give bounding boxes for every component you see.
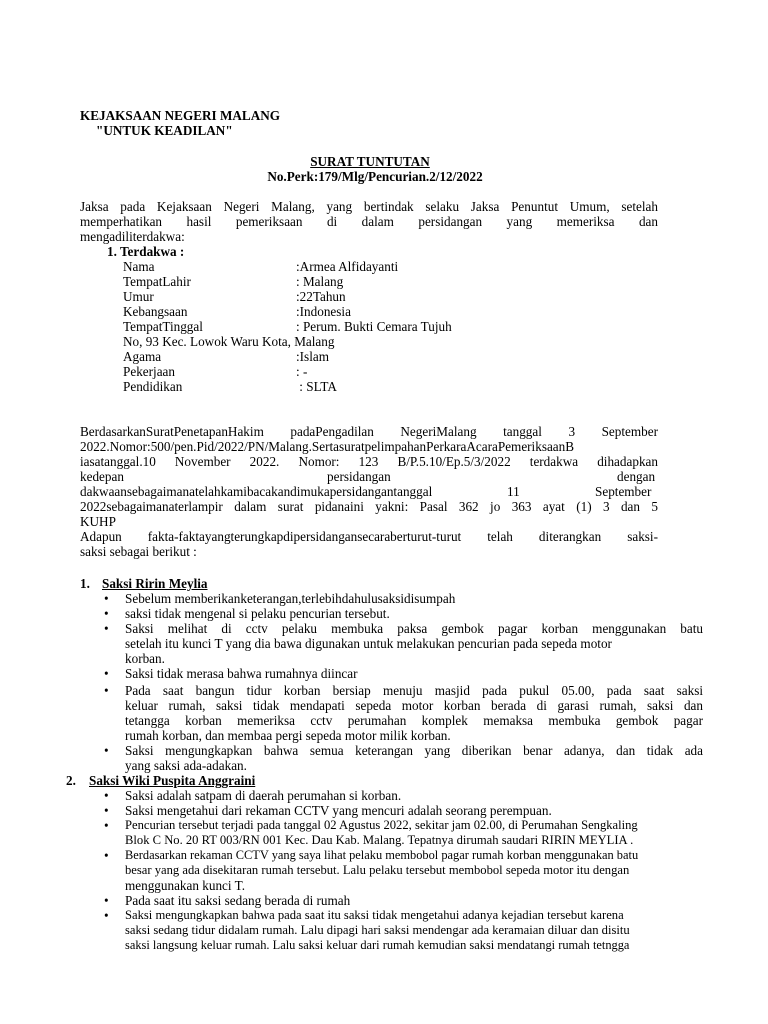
field-label: Kebangsaan (123, 304, 188, 319)
institution-motto: "UNTUK KEADILAN" (96, 123, 233, 138)
institution-name: KEJAKSAAN NEGERI MALANG (80, 108, 281, 123)
field-label: Pendidikan (123, 379, 183, 394)
bullet-icon: • (104, 803, 109, 818)
decision-line: dengan (617, 469, 656, 484)
field-value: :Islam (296, 349, 329, 364)
bullet-text: Pencurian tersebut terjadi pada tanggal 02 Agustus 2022, sekitar jam 02.00, di Perumahan Sengkaling (125, 818, 638, 832)
bullet-text: tetangga korban memeriksa cctv perumahan komplek memaksa membuka gembok pagar (125, 713, 703, 728)
bullet-text: korban. (125, 651, 165, 666)
bullet-text: yang saksi ada-adakan. (125, 758, 247, 773)
bullet-text: Saksi mengetahui dari rekaman CCTV yang mencuri adalah seorang perempuan. (125, 803, 552, 818)
field-value: : Malang (296, 274, 344, 289)
bullet-icon: • (104, 621, 109, 636)
document-title: SURAT TUNTUTAN (310, 154, 430, 169)
decision-line: BerdasarkanSuratPenetapanHakim padaPengadilan NegeriMalang tanggal 3 September (80, 424, 658, 439)
bullet-icon: • (104, 606, 109, 621)
bullet-icon: • (104, 591, 109, 606)
bullet-icon: • (104, 908, 109, 923)
bullet-text: setelah itu kunci T yang dia bawa digunakan untuk melakukan pencurian pada sepeda motor (125, 636, 612, 651)
bullet-icon: • (104, 893, 109, 908)
defendant-heading: 1. Terdakwa : (107, 244, 185, 259)
bullet-text: Sebelum memberikanketerangan,terlebihdahulusaksidisumpah (125, 591, 456, 606)
bullet-icon: • (104, 788, 109, 803)
witness-name: Saksi Wiki Puspita Anggraini (89, 773, 256, 788)
bullet-text: menggunakan kunci T. (125, 878, 245, 893)
field-value: : SLTA (296, 379, 337, 394)
witness-name: Saksi Ririn Meylia (102, 576, 208, 591)
bullet-text: Saksi adalah satpam di daerah perumahan si korban. (125, 788, 402, 803)
intro-line-2: memperhatikan hasil pemeriksaan di dalam persidangan yang memeriksa dan (80, 214, 658, 229)
field-label: Pekerjaan (123, 364, 175, 379)
field-label: TempatLahir (123, 274, 191, 289)
field-value: : - (296, 364, 308, 379)
decision-line: September (595, 484, 652, 499)
witness-number: 2. (66, 773, 76, 788)
decision-line: persidangan (327, 469, 391, 484)
field-label: TempatTinggal (123, 319, 203, 334)
address-continuation: No, 93 Kec. Lowok Waru Kota, Malang (123, 334, 335, 349)
decision-line: 11 (507, 484, 520, 499)
intro-line-3: mengadiliterdakwa: (80, 229, 185, 244)
bullet-text: saksi sedang tidur didalam rumah. Lalu dipagi hari saksi mendengar ada keramaian diluar dan disitu (125, 923, 630, 937)
decision-line: iasatanggal.10 November 2022. Nomor: 123 B/P.5.10/Ep.5/3/2022 terdakwa dihadapkan (80, 454, 658, 469)
decision-line: KUHP (80, 514, 116, 529)
bullet-icon: • (104, 818, 109, 833)
bullet-icon: • (104, 683, 109, 698)
field-value: :Armea Alfidayanti (296, 259, 399, 274)
bullet-text: rumah korban, dan membaa pergi sepeda motor milik korban. (125, 728, 451, 743)
bullet-text: Saksi melihat di cctv pelaku membuka paksa gembok pagar korban menggunakan batu (125, 621, 703, 636)
field-label: Agama (123, 349, 162, 364)
bullet-text: keluar rumah, saksi tidak mendapati sepeda motor korban berada di garasi rumah, saksi dan (125, 698, 703, 713)
bullet-text: Berdasarkan rekaman CCTV yang saya lihat pelaku membobol pagar rumah korban menggunakan batu (125, 848, 639, 862)
field-label: Umur (123, 289, 154, 304)
decision-line: 2022sebagaimanaterlampir dalam surat pidanaini yakni: Pasal 362 jo 363 ayat (1) 3 dan 5 (80, 499, 658, 514)
field-value: :Indonesia (296, 304, 351, 319)
decision-line: 2022.Nomor:500/pen.Pid/2022/PN/Malang.SertasuratpelimpahanPerkaraAcaraPemeriksaanB (80, 439, 575, 454)
intro-line-1: Jaksa pada Kejaksaan Negeri Malang, yang bertindak selaku Jaksa Penuntut Umum, setelah (80, 199, 658, 214)
bullet-text: Blok C No. 20 RT 003/RN 001 Kec. Dau Kab. Malang. Tepatnya dirumah saudari RIRIN MEYLIA . (125, 833, 634, 847)
bullet-text: Saksi tidak merasa bahwa rumahnya diincar (125, 666, 358, 681)
bullet-icon: • (104, 848, 109, 863)
bullet-icon: • (104, 666, 109, 681)
bullet-text: saksi langsung keluar rumah. Lalu saksi keluar dari rumah kemudian saksi mendatangi rumah tetngga (125, 938, 630, 952)
witness-number: 1. (80, 576, 90, 591)
facts-intro-line: saksi sebagai berikut : (80, 544, 197, 559)
decision-line: kedepan (80, 469, 124, 484)
bullet-text: Saksi mengungkapkan bahwa pada saat itu saksi tidak mengetahui adanya kejadian tersebut karena (125, 908, 624, 922)
bullet-text: saksi tidak mengenal si pelaku pencurian tersebut. (125, 606, 390, 621)
bullet-text: Pada saat bangun tidur korban bersiap menuju masjid pada pukul 05.00, pada saat saksi (125, 683, 703, 698)
bullet-text: Saksi mengungkapkan bahwa semua keterangan yang diberikan benar adanya, dan tidak ada (125, 743, 703, 758)
bullet-text: Pada saat itu saksi sedang berada di rumah (125, 893, 351, 908)
bullet-text: besar yang ada disekitaran rumah tersebut. Lalu pelaku tersebut membobol sepeda motor itu dengan (125, 863, 630, 877)
bullet-icon: • (104, 743, 109, 758)
document-number: No.Perk:179/Mlg/Pencurian.2/12/2022 (267, 169, 483, 184)
decision-line: dakwaansebagaimanatelahkamibacakandimukapersidangantanggal (80, 484, 433, 499)
facts-intro-line: Adapun fakta-faktayangterungkapdipersidangansecaraberturut-turut telah diterangkan saksi- (80, 529, 658, 544)
field-label: Nama (123, 259, 155, 274)
field-value: : Perum. Bukti Cemara Tujuh (296, 319, 452, 334)
field-value: :22Tahun (296, 289, 346, 304)
